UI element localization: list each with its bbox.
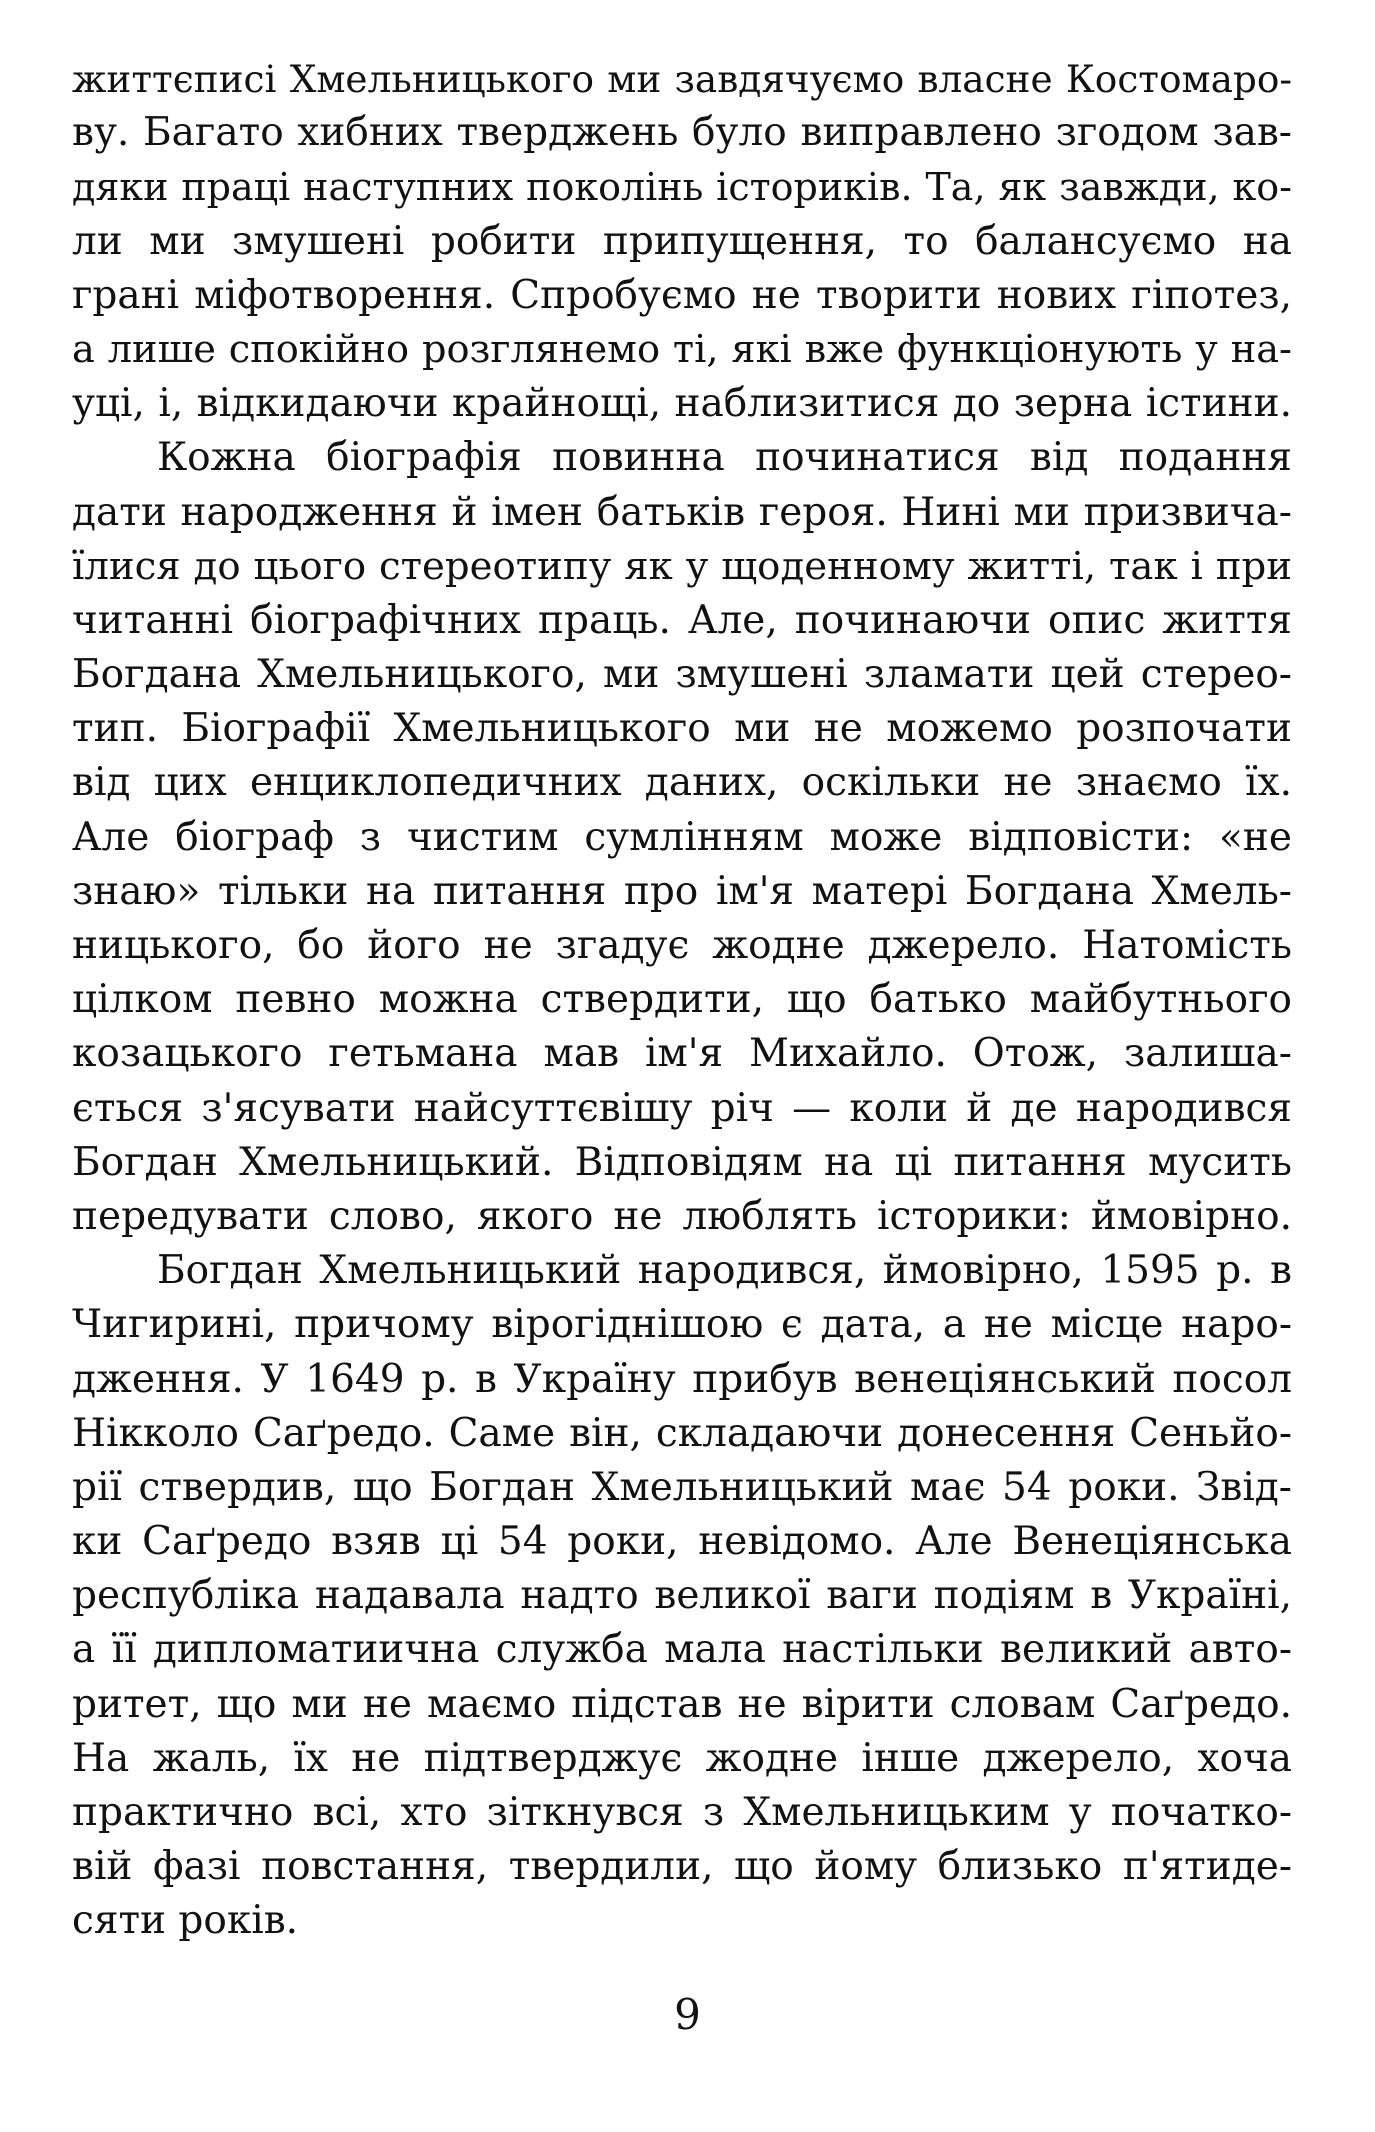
text-line: республіка надавала надто великої ваги подіям в Україні, [72, 1573, 1292, 1619]
text-line: життєписі Хмельницького ми завдячуємо власне Костомаро- [72, 57, 1292, 101]
text-line: знаю» тільки на питання про ім'я матері Богдана Хмель- [72, 868, 1292, 914]
text-line: Але біограф з чистим сумлінням може відповісти: «не [72, 814, 1292, 860]
text-line: Богдана Хмельницького, ми змушені зламати цей стерео- [72, 652, 1292, 698]
text-line: Чигирині, причому вірогіднішою є дата, а не місце наро- [72, 1302, 1292, 1348]
text-line: сяти років. [72, 1898, 299, 1944]
text-line: ється з'ясувати найсуттєвішу річ — коли й де народився [72, 1085, 1292, 1131]
text-line: ритет, що ми не маємо підстав не вірити словам Саґредо. [72, 1681, 1292, 1727]
text-line: дження. У 1649 р. в Україну прибув венеціянський посол [72, 1356, 1292, 1402]
text-line: козацького гетьмана мав ім'я Михайло. Отож, залиша- [72, 1031, 1292, 1077]
text-line: ву. Багато хибних тверджень було виправлено згодом зав- [72, 110, 1292, 156]
text-line: цілком певно можна ствердити, що батько майбутнього [72, 977, 1292, 1023]
paragraph-start-line: Кожна біографія повинна починатися від подання [157, 435, 1292, 481]
text-line: дяки праці наступних поколінь істориків. Та, як завжди, ко- [72, 165, 1292, 210]
text-line: Богдан Хмельницький. Відповідям на ці питання мусить [72, 1139, 1292, 1185]
text-line: Нікколо Саґредо. Саме він, складаючи донесення Сеньйо- [72, 1410, 1292, 1456]
text-line: ли ми змушені робити припущення, то балансуємо на [72, 218, 1292, 264]
text-line: вій фазі повстання, твердили, що йому близько п'ятиде- [72, 1844, 1292, 1890]
text-line: а лише спокійно розглянемо ті, які вже функціонують у на- [72, 326, 1292, 372]
body-text [72, 52, 1292, 1949]
text-line: уці, і, відкидаючи крайнощі, наблизитися до зерна істини. [72, 381, 1292, 427]
page-number: 9 [674, 1990, 701, 2039]
text-line: від цих енциклопедичних даних, оскільки не знаємо їх. [72, 760, 1292, 806]
paragraph-start-line: Богдан Хмельницький народився, ймовірно, 1595 р. в [157, 1248, 1292, 1294]
text-line: читанні біографічних праць. Але, починаючи опис життя [72, 597, 1292, 643]
text-line: передувати слово, якого не люблять історики: ймовірно. [72, 1193, 1292, 1239]
text-line: а її дипломатиична служба мала настільки великий авто- [72, 1627, 1292, 1673]
text-line: рії ствердив, що Богдан Хмельницький має 54 роки. Звід- [72, 1464, 1292, 1510]
text-line: практично всі, хто зіткнувся з Хмельницьким у початко- [72, 1790, 1292, 1835]
text-line: їлися до цього стереотипу як у щоденному житті, так і при [72, 543, 1292, 589]
text-line: ки Саґредо взяв ці 54 роки, невідомо. Але Венеціянська [72, 1519, 1292, 1565]
text-line: ницького, бо його не згадує жодне джерело. Натомість [72, 923, 1292, 968]
text-line: дати народження й імен батьків героя. Нині ми призвича- [72, 489, 1292, 535]
text-line: На жаль, їх не підтверджує жодне інше джерело, хоча [72, 1735, 1292, 1781]
text-line: грані міфотворення. Спробуємо не творити нових гіпотез, [72, 272, 1292, 318]
text-line: тип. Біографії Хмельницького ми не можемо розпочати [72, 706, 1292, 752]
